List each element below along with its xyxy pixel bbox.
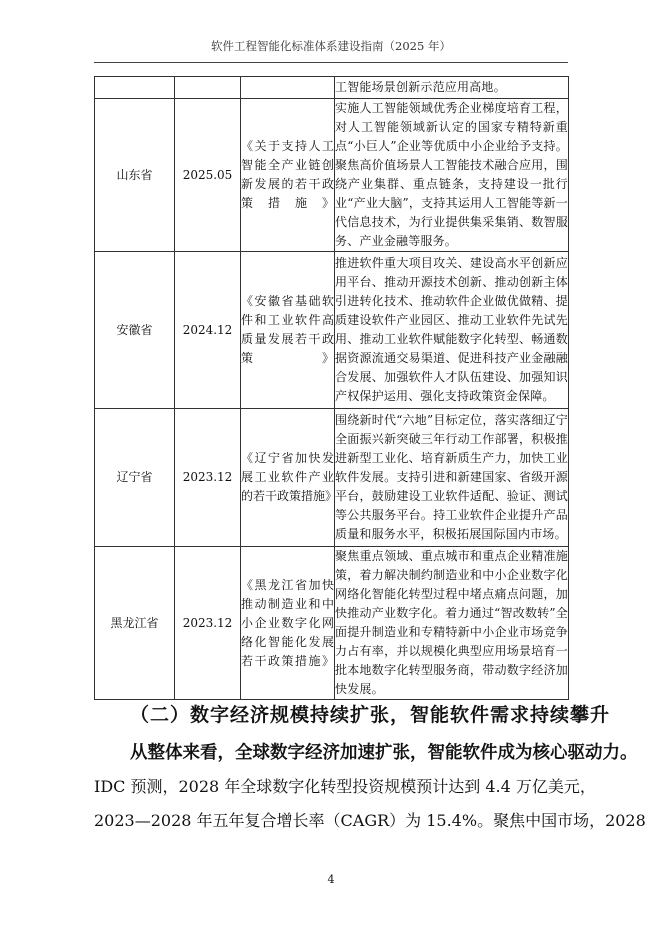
table-row bbox=[95, 99, 569, 252]
province-cell: 黑龙江省 bbox=[95, 547, 175, 700]
table-row bbox=[95, 409, 569, 547]
policy-name-cell: 《安徽省基础软件和工业软件高质量发展若干政策》 bbox=[241, 252, 335, 409]
date-cell: 2023.12 bbox=[175, 409, 241, 547]
paragraph-line: 2023—2028 年五年复合增长率（CAGR）为 15.4%。聚焦中国市场，2028 bbox=[94, 811, 646, 830]
province-cell: 辽宁省 bbox=[95, 409, 175, 547]
province-cell: 安徽省 bbox=[95, 252, 175, 409]
running-header: 软件工程智能化标准体系建设指南（2025 年） bbox=[211, 39, 451, 53]
province-cell bbox=[95, 77, 175, 99]
date-cell: 2023.12 bbox=[175, 547, 241, 700]
policy-content-cell: 聚焦重点领域、重点城市和重点企业精准施策，着力解决制约制造业和中小企业数字化网络化智能化转型过程中堵点痛点问题，加快推动产业数字化。着力通过“智改数转”全面提升制造业和专精特新中小企业市场竞争力占有率，并以规模化典型应用场景培育一批本地数字化转型服务商，带动数字经济加快发展。 bbox=[335, 547, 569, 700]
date-cell: 2024.12 bbox=[175, 252, 241, 409]
table-row bbox=[95, 547, 569, 700]
table-row bbox=[95, 252, 569, 409]
policy-name-cell: 《关于支持人工智能全产业链创新发展的若干政策措施》 bbox=[241, 99, 335, 252]
date-cell bbox=[175, 77, 241, 99]
policy-content-cell: 围绕新时代“六地”目标定位，落实落细辽宁全面振兴新突破三年行动工作部署，积极推进新型工业化、培育新质生产力，加快工业软件发展。支持引进和新建国家、省级开源平台，鼓励建设工业软件适配、验证、测试等公共服务平台。持工业软件企业提升产品质量和服务水平，积极拓展国际国内市场。 bbox=[335, 409, 569, 547]
province-cell: 山东省 bbox=[95, 99, 175, 252]
policy-name-cell: 《黑龙江省加快推动制造业和中小企业数字化网络化智能化发展若干政策措施》 bbox=[241, 547, 335, 700]
policy-name-cell bbox=[241, 77, 335, 99]
policy-content-cell: 推进软件重大项目攻关、建设高水平创新应用平台、推动开源技术创新、推动创新主体引进转化技术、推动软件企业做优做精、提质建设软件产业园区、推动工业软件先试先用、推动工业软件赋能数字化转型、畅通数据资源流通交易渠道、促进科技产业金融融合发展、加强软件人才队伍建设、加强知识产权保护运用、强化支持政策资金保障。 bbox=[335, 252, 569, 409]
header-divider bbox=[94, 62, 568, 63]
policy-content-cell: 实施人工智能领域优秀企业梯度培育工程，对人工智能领域新认定的国家专精特新重点“小巨人”企业等优质中小企业给予支持。聚焦高价值场景人工智能技术融合应用，围绕产业集群、重点链条，支持建设一批行业“产业大脑”，支持其运用人工智能等新一代信息技术，为行业提供集采集销、数智服务、产业金融等服务。 bbox=[335, 99, 569, 252]
section-heading: （二）数字经济规模持续扩张，智能软件需求持续攀升 bbox=[130, 704, 611, 726]
policy-table bbox=[94, 76, 569, 700]
page-number: 4 bbox=[327, 873, 335, 886]
policy-name-cell: 《辽宁省加快发展工业软件产业的若干政策措施》 bbox=[241, 409, 335, 547]
paragraph-line: IDC 预测，2028 年全球数字化转型投资规模预计达到 4.4 万亿美元， bbox=[94, 777, 596, 796]
policy-content-cell: 工智能场景创新示范应用高地。 bbox=[335, 77, 569, 99]
date-cell: 2025.05 bbox=[175, 99, 241, 252]
table-row bbox=[95, 77, 569, 99]
paragraph-lead-line: 从整体来看，全球数字经济加速扩张，智能软件成为核心驱动力。 bbox=[130, 743, 638, 763]
